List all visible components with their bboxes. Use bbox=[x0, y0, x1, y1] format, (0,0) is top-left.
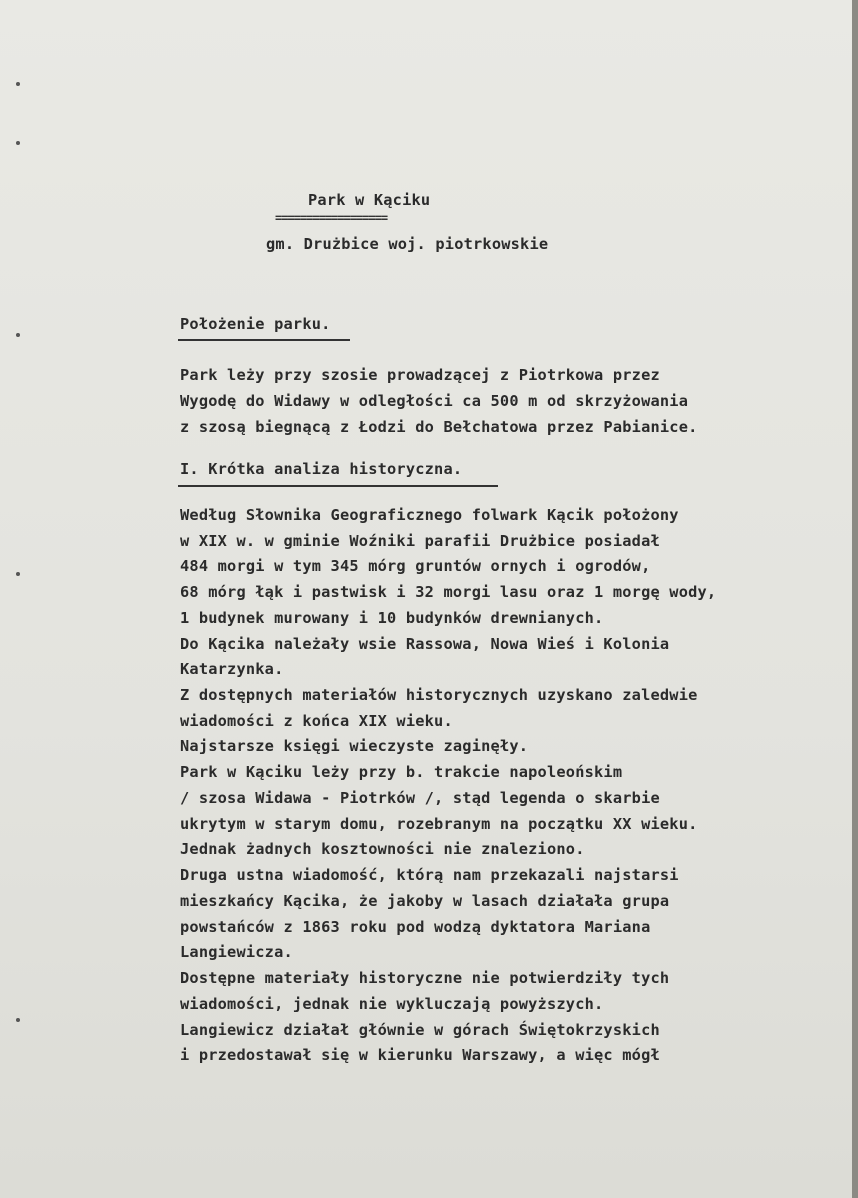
history-line: powstańców z 1863 roku pod wodzą dyktatora Mariana bbox=[180, 918, 651, 936]
page-edge-shadow bbox=[852, 0, 858, 1198]
history-line: / szosa Widawa - Piotrków /, stąd legenda o skarbie bbox=[180, 789, 660, 807]
history-line: Dostępne materiały historyczne nie potwierdziły tych bbox=[180, 969, 670, 987]
history-heading: I. Krótka analiza historyczna. bbox=[180, 460, 463, 478]
punch-hole-mark bbox=[16, 1018, 20, 1022]
document-title: Park w Kąciku bbox=[308, 191, 431, 209]
punch-hole-mark bbox=[16, 333, 20, 337]
history-line: Langiewicz działał głównie w górach Świętokrzyskich bbox=[180, 1021, 660, 1039]
history-line: 1 budynek murowany i 10 budynków drewnianych. bbox=[180, 609, 604, 627]
location-line: Wygodę do Widawy w odległości ca 500 m od skrzyżowania bbox=[180, 392, 689, 410]
history-line: Do Kącika należały wsie Rassowa, Nowa Wieś i Kolonia bbox=[180, 635, 670, 653]
history-line: Park w Kąciku leży przy b. trakcie napoleońskim bbox=[180, 763, 623, 781]
title-double-underline: ================== bbox=[275, 211, 388, 225]
history-line: 68 mórg łąk i pastwisk i 32 morgi lasu oraz 1 morgę wody, bbox=[180, 583, 717, 601]
location-line: z szosą biegnącą z Łodzi do Bełchatowa przez Pabianice. bbox=[180, 418, 698, 436]
history-line: Katarzynka. bbox=[180, 660, 284, 678]
history-line: mieszkańcy Kącika, że jakoby w lasach działała grupa bbox=[180, 892, 670, 910]
history-line: 484 morgi w tym 345 mórg gruntów ornych i ogrodów, bbox=[180, 557, 651, 575]
history-line: wiadomości, jednak nie wykluczają powyższych. bbox=[180, 995, 604, 1013]
history-line: Najstarsze księgi wieczyste zaginęły. bbox=[180, 737, 529, 755]
history-line: wiadomości z końca XIX wieku. bbox=[180, 712, 453, 730]
history-heading-underline bbox=[178, 485, 498, 487]
history-line: w XIX w. w gminie Woźniki parafii Drużbice posiadał bbox=[180, 532, 660, 550]
history-line: Z dostępnych materiałów historycznych uzyskano zaledwie bbox=[180, 686, 698, 704]
document-subtitle: gm. Drużbice woj. piotrkowskie bbox=[266, 235, 549, 253]
location-line: Park leży przy szosie prowadzącej z Piotrkowa przez bbox=[180, 366, 660, 384]
history-line: Jednak żadnych kosztowności nie znaleziono. bbox=[180, 840, 585, 858]
punch-hole-mark bbox=[16, 82, 20, 86]
history-line: Według Słownika Geograficznego folwark Kącik położony bbox=[180, 506, 679, 524]
history-line: Druga ustna wiadomość, którą nam przekazali najstarsi bbox=[180, 866, 679, 884]
punch-hole-mark bbox=[16, 572, 20, 576]
location-heading: Położenie parku. bbox=[180, 315, 331, 333]
location-heading-underline bbox=[178, 339, 350, 341]
history-line: ukrytym w starym domu, rozebranym na początku XX wieku. bbox=[180, 815, 698, 833]
history-line: i przedostawał się w kierunku Warszawy, a więc mógł bbox=[180, 1046, 660, 1064]
history-line: Langiewicza. bbox=[180, 943, 293, 961]
punch-hole-mark bbox=[16, 141, 20, 145]
